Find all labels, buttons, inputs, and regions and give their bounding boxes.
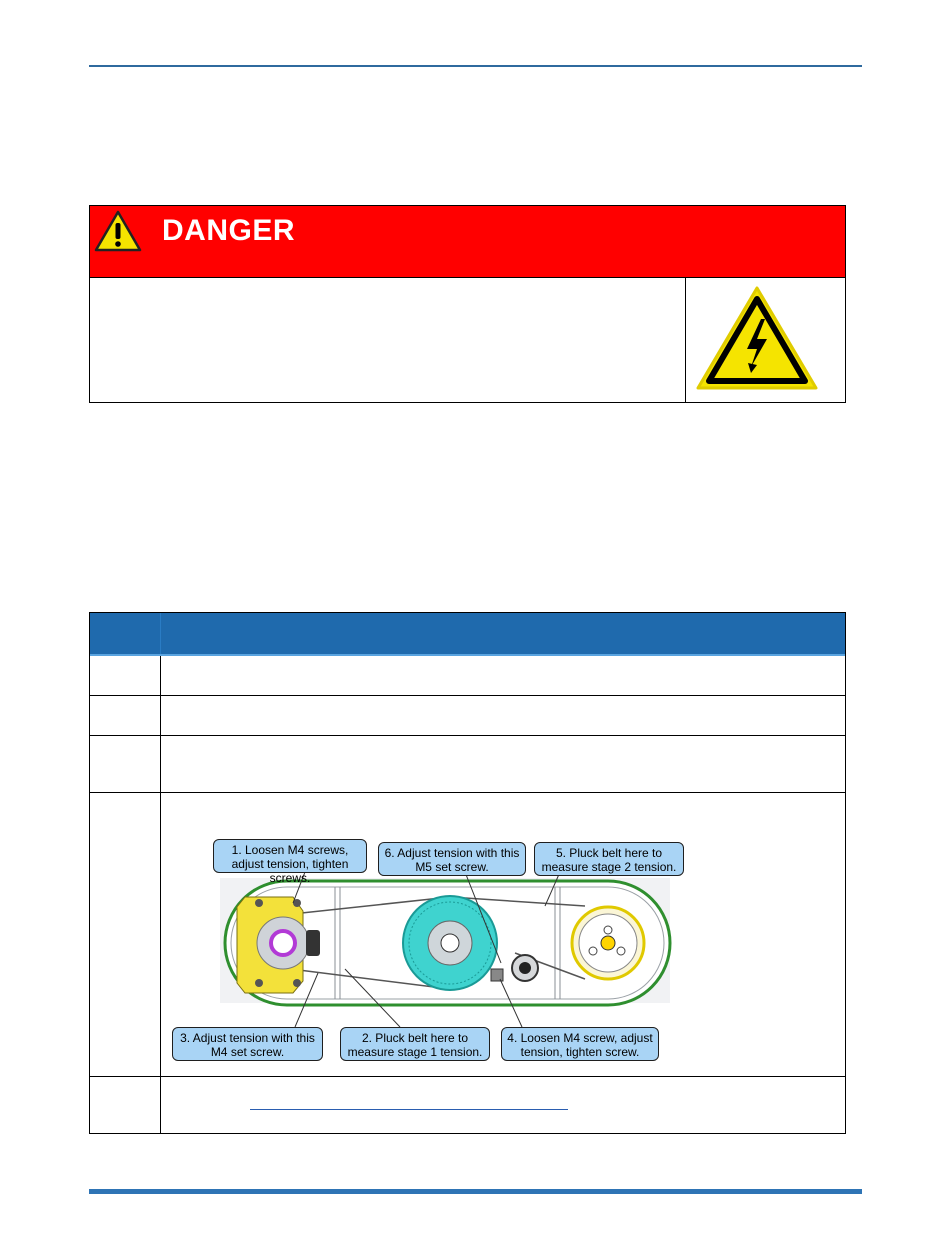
footer-rule (89, 1189, 862, 1194)
procedure-table (89, 612, 846, 1134)
header-rule (89, 65, 862, 67)
table-header (90, 613, 845, 656)
robot-arm-drawing (165, 793, 710, 1033)
table-row (90, 695, 845, 696)
table-row (90, 1076, 845, 1077)
column-divider (160, 656, 161, 1133)
danger-notice (89, 205, 846, 403)
table-row (90, 735, 845, 736)
callout-2: 2. Pluck belt here to measure stage 1 tension. (340, 1027, 490, 1061)
callout-5: 5. Pluck belt here to measure stage 2 tension. (534, 842, 684, 876)
callout-1: 1. Loosen M4 screws, adjust tension, tighten screws. (213, 839, 367, 873)
callout-6: 6. Adjust tension with this M5 set screw. (378, 842, 526, 876)
callout-3: 3. Adjust tension with this M4 set screw. (172, 1027, 323, 1061)
danger-header (90, 206, 845, 278)
electric-shock-hazard-icon (695, 285, 819, 391)
callout-4: 4. Loosen M4 screw, adjust tension, tighten screw. (501, 1027, 659, 1061)
danger-body (90, 277, 686, 402)
hyperlink-underline[interactable] (250, 1109, 568, 1110)
danger-label: DANGER (162, 214, 296, 247)
belt-tension-figure (165, 793, 710, 1059)
warning-triangle-icon (94, 210, 142, 252)
